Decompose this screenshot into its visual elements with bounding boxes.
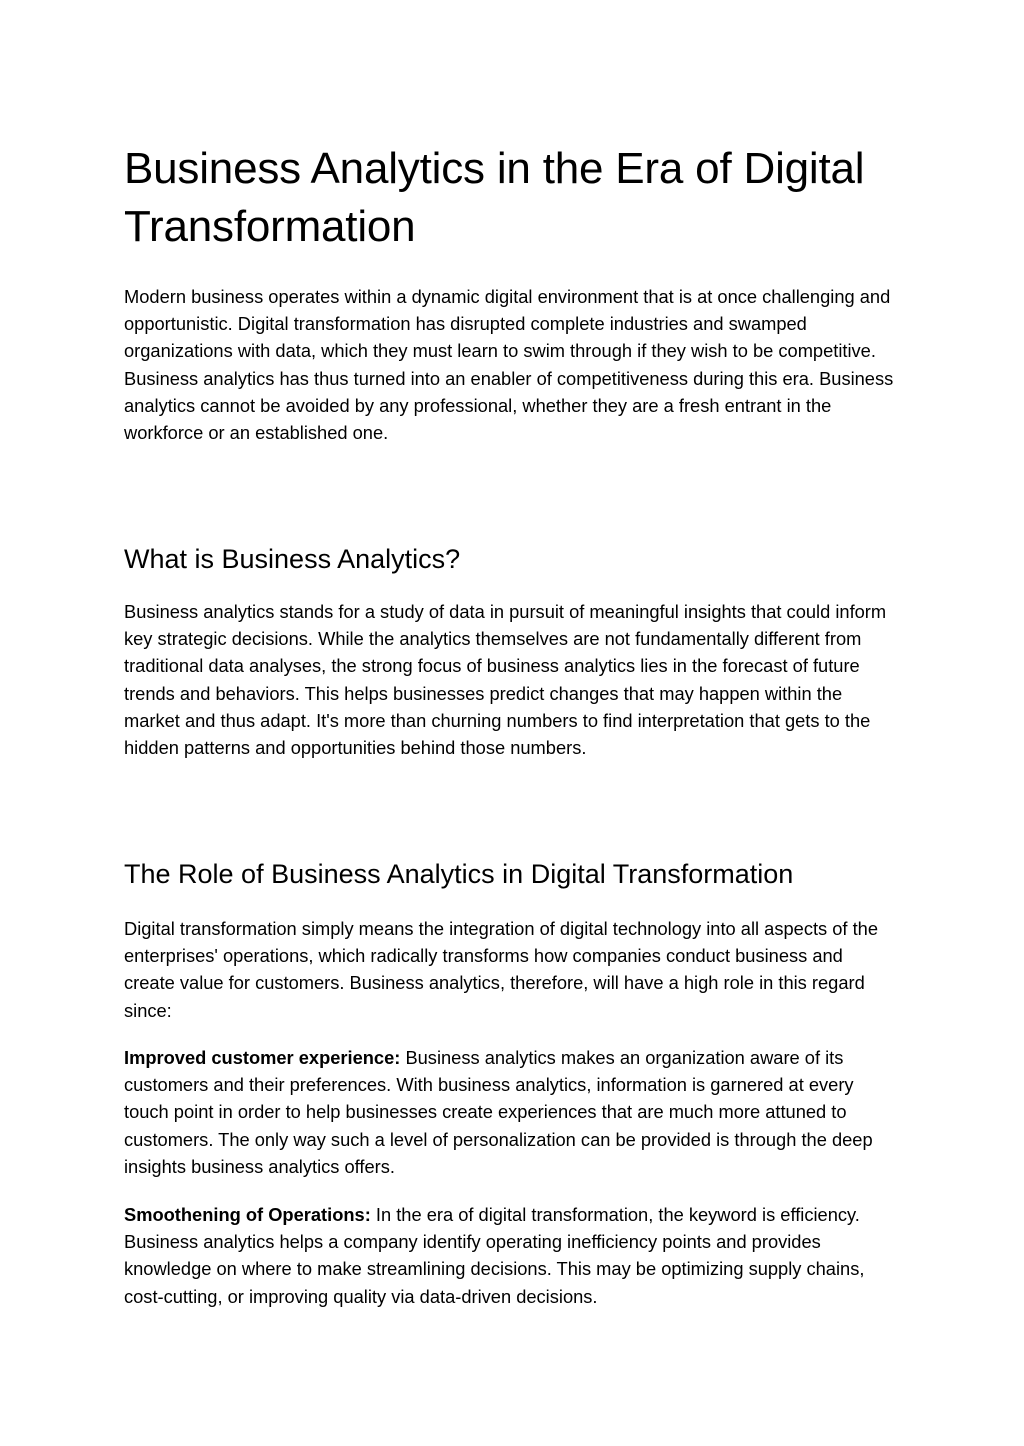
point-smoothening-of-operations	[124, 1201, 896, 1310]
section-heading-what-is-business-analytics: What is Business Analytics?	[124, 544, 461, 574]
what-is-business-analytics-paragraph: Business analytics stands for a study of data in pursuit of meaningful insights that could inform key strategic decisions. While the analytics themselves are not fundamentally different from traditional data analyses, the strong focus of business analytics lies in the forecast of future trends and behaviors. This helps businesses predict changes that may happen within the market and thus adapt. It's more than churning numbers to find interpretation that gets to the hidden patterns and opportunities behind those numbers.	[124, 601, 887, 759]
document-title: Business Analytics in the Era of Digital Transformation	[124, 144, 865, 251]
point-text: Business analytics makes an organization aware of its customers and their preferences. With business analytics, information is garnered at every touch point in order to help businesses create experiences that are much more attuned to customers. The only way such a level of personalization can be provided is through the deep insights business analytics offers.	[124, 1047, 873, 1177]
point-label: Improved customer experience:	[124, 1047, 401, 1068]
point-text: In the era of digital transformation, the keyword is efficiency. Business analytics helps a company identify operating inefficiency points and provides knowledge on where to make streamlining decisions. This may be optimizing supply chains, cost-cutting, or improving quality via data-driven decisions.	[124, 1204, 865, 1307]
role-in-digital-transformation-paragraph: Digital transformation simply means the integration of digital technology into all aspects of the enterprises' operations, which radically transforms how companies conduct business and create value for customers. Business analytics, therefore, will have a high role in this regard since:	[124, 918, 878, 1021]
point-improved-customer-experience	[124, 1044, 896, 1180]
point-label: Smoothening of Operations:	[124, 1204, 371, 1225]
section-heading-role-in-digital-transformation: The Role of Business Analytics in Digital Transformation	[124, 859, 794, 889]
intro-paragraph: Modern business operates within a dynamic digital environment that is at once challenging and opportunistic. Digital transformation has disrupted complete industries and swamped organizations with data, which they must learn to swim through if they wish to be competitive. Business analytics has thus turned into an enabler of competitiveness during this era. Business analytics cannot be avoided by any professional, whether they are a fresh entrant in the workforce or an established one.	[124, 286, 894, 444]
